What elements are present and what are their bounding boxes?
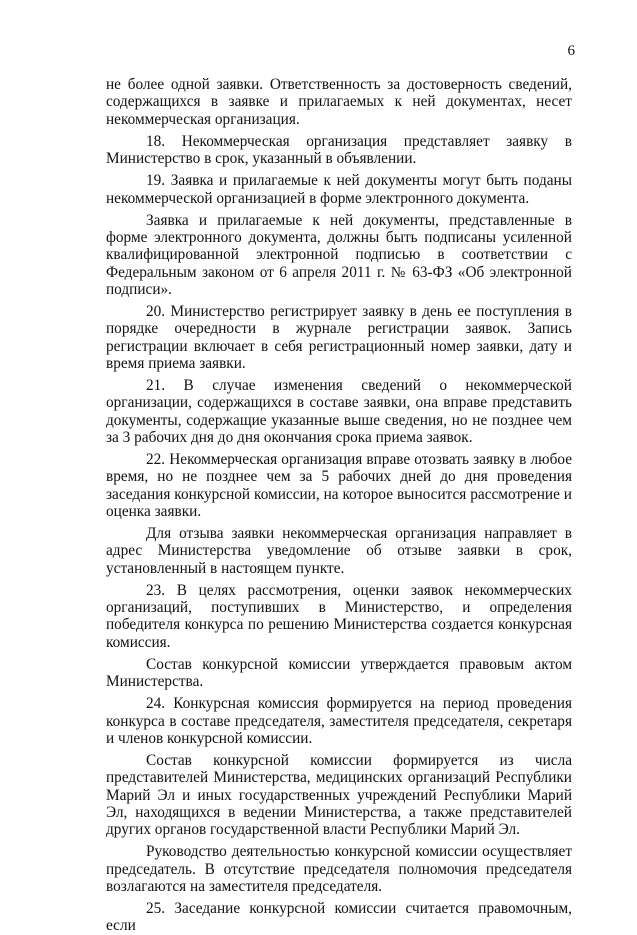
paragraph: 18. Некоммерческая организация представляет заявку в Министерство в срок, указанный в объявлении.	[106, 132, 572, 167]
paragraph: Для отзыва заявки некоммерческая организация направляет в адрес Министерства уведомление об отзыве заявки в срок, установленный в настоящем пункте.	[106, 525, 572, 577]
paragraph: 21. В случае изменения сведений о некоммерческой организации, содержащихся в составе заявки, она вправе представить документы, содержащие указанные выше сведения, но не позднее чем за 3 рабочих дня до дня окончания срока приема заявок.	[106, 377, 572, 446]
paragraph: 19. Заявка и прилагаемые к ней документы могут быть поданы некоммерческой организацией в форме электронного документа.	[106, 172, 572, 207]
document-body	[106, 76, 572, 935]
paragraph: 22. Некоммерческая организация вправе отозвать заявку в любое время, но не позднее чем за 5 рабочих дней до дня проведения заседания конкурсной комиссии, на которое выносится рассмотрение и оценка заявки.	[106, 451, 572, 520]
paragraph: 25. Заседание конкурсной комиссии считается правомочным, если	[106, 900, 572, 935]
paragraph: 23. В целях рассмотрения, оценки заявок некоммерческих организаций, поступивших в Министерство, и определения победителя конкурса по решению Министерства создается конкурсная комиссия.	[106, 581, 572, 651]
paragraph: Руководство деятельностью конкурсной комиссии осуществляет председатель. В отсутствие председателя полномочия председателя возлагаются на заместителя председателя.	[106, 843, 572, 895]
paragraph: Заявка и прилагаемые к ней документы, представленные в форме электронного документа, должны быть подписаны усиленной квалифицированной электронной подписью в соответствии с Федеральным законом от 6 апреля 2011 г. № 63-ФЗ «Об электронной подписи».	[106, 211, 572, 298]
paragraph: 24. Конкурсная комиссия формируется на период проведения конкурса в составе председателя, заместителя председателя, секретаря и членов конкурсной комиссии.	[106, 695, 572, 747]
paragraph: Состав конкурсной комиссии формируется из числа представителей Министерства, медицинских организаций Республики Марий Эл и иных государственных учреждений Республики Марий Эл, находящихся в ведении Министерства, а также представителей других органов государственной власти Республики Марий Эл.	[106, 752, 572, 838]
paragraph: Состав конкурсной комиссии утверждается правовым актом Министерства.	[106, 655, 572, 690]
page-number: 6	[567, 43, 575, 59]
paragraph: 20. Министерство регистрирует заявку в день ее поступления в порядке очередности в журнале регистрации заявок. Запись регистрации включает в себя регистрационный номер заявки, дату и время приема заявки.	[106, 303, 572, 372]
paragraph: не более одной заявки. Ответственность за достоверность сведений, содержащихся в заявке и прилагаемых к ней документах, несет некоммерческая организация.	[106, 76, 572, 128]
